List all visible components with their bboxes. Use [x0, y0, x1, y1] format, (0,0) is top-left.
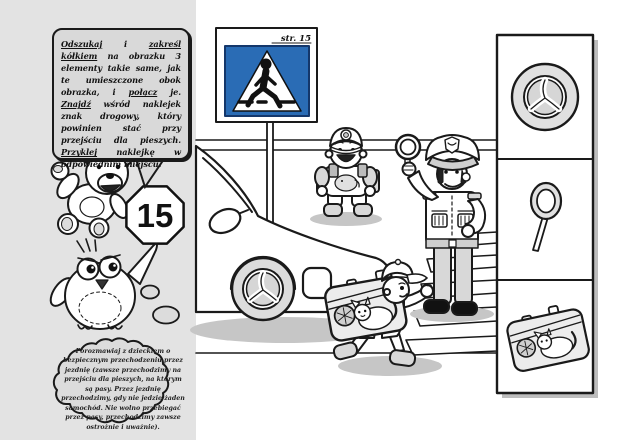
police-cap — [426, 135, 479, 170]
parent-note-text: Porozmawiaj z dzieckiem o bezpiecznym przechodzeniu przez jezdnię (zawsze przechodzimy na przejściu dla pieszych, na którym są pasy. Przez jezdnię przechodzimy, gdy nie jedzie żaden samochód. Nie wolno przebiegać przez pasy, przechodzimy zawsze ostrożnie i uważnie). — [61, 348, 185, 431]
instruction-box — [52, 28, 190, 170]
instruction-segment: naklejkę w odpowiednim miejscu. — [61, 147, 181, 170]
sign-page-ref: str. 15 — [280, 34, 311, 44]
pedestrian-crossing-sign — [216, 28, 317, 122]
instruction-segment: je. — [157, 87, 181, 98]
boy-standing-illustration — [310, 128, 382, 226]
page-number-text: 15 — [136, 197, 174, 234]
instruction-segment: Znajdź — [61, 99, 91, 110]
instruction-segment: Odszukaj — [61, 39, 103, 49]
instruction-segment: na obrazku 3 elementy takie same, jak te umieszczone obok obrazka, i — [61, 51, 181, 98]
instruction-segment: zakreśl kółkiem — [61, 39, 181, 62]
car-wheel — [232, 258, 294, 320]
wheel-match-item — [512, 64, 578, 130]
instruction-segment: i — [102, 39, 149, 49]
instruction-segment: wśród naklejek znak drogowy, który powinien stać przy przejściu dla pieszych. — [61, 99, 181, 146]
instruction-segment: połącz — [128, 87, 158, 98]
traffic-signal-disc — [396, 135, 420, 166]
instruction-text — [61, 38, 181, 171]
page-number-badge — [126, 186, 183, 243]
instruction-segment: Przyklej — [61, 147, 98, 158]
sign-pole — [267, 120, 273, 224]
thought-puffs — [141, 286, 179, 324]
match-strip — [497, 35, 598, 398]
owl-illustration — [46, 239, 157, 329]
